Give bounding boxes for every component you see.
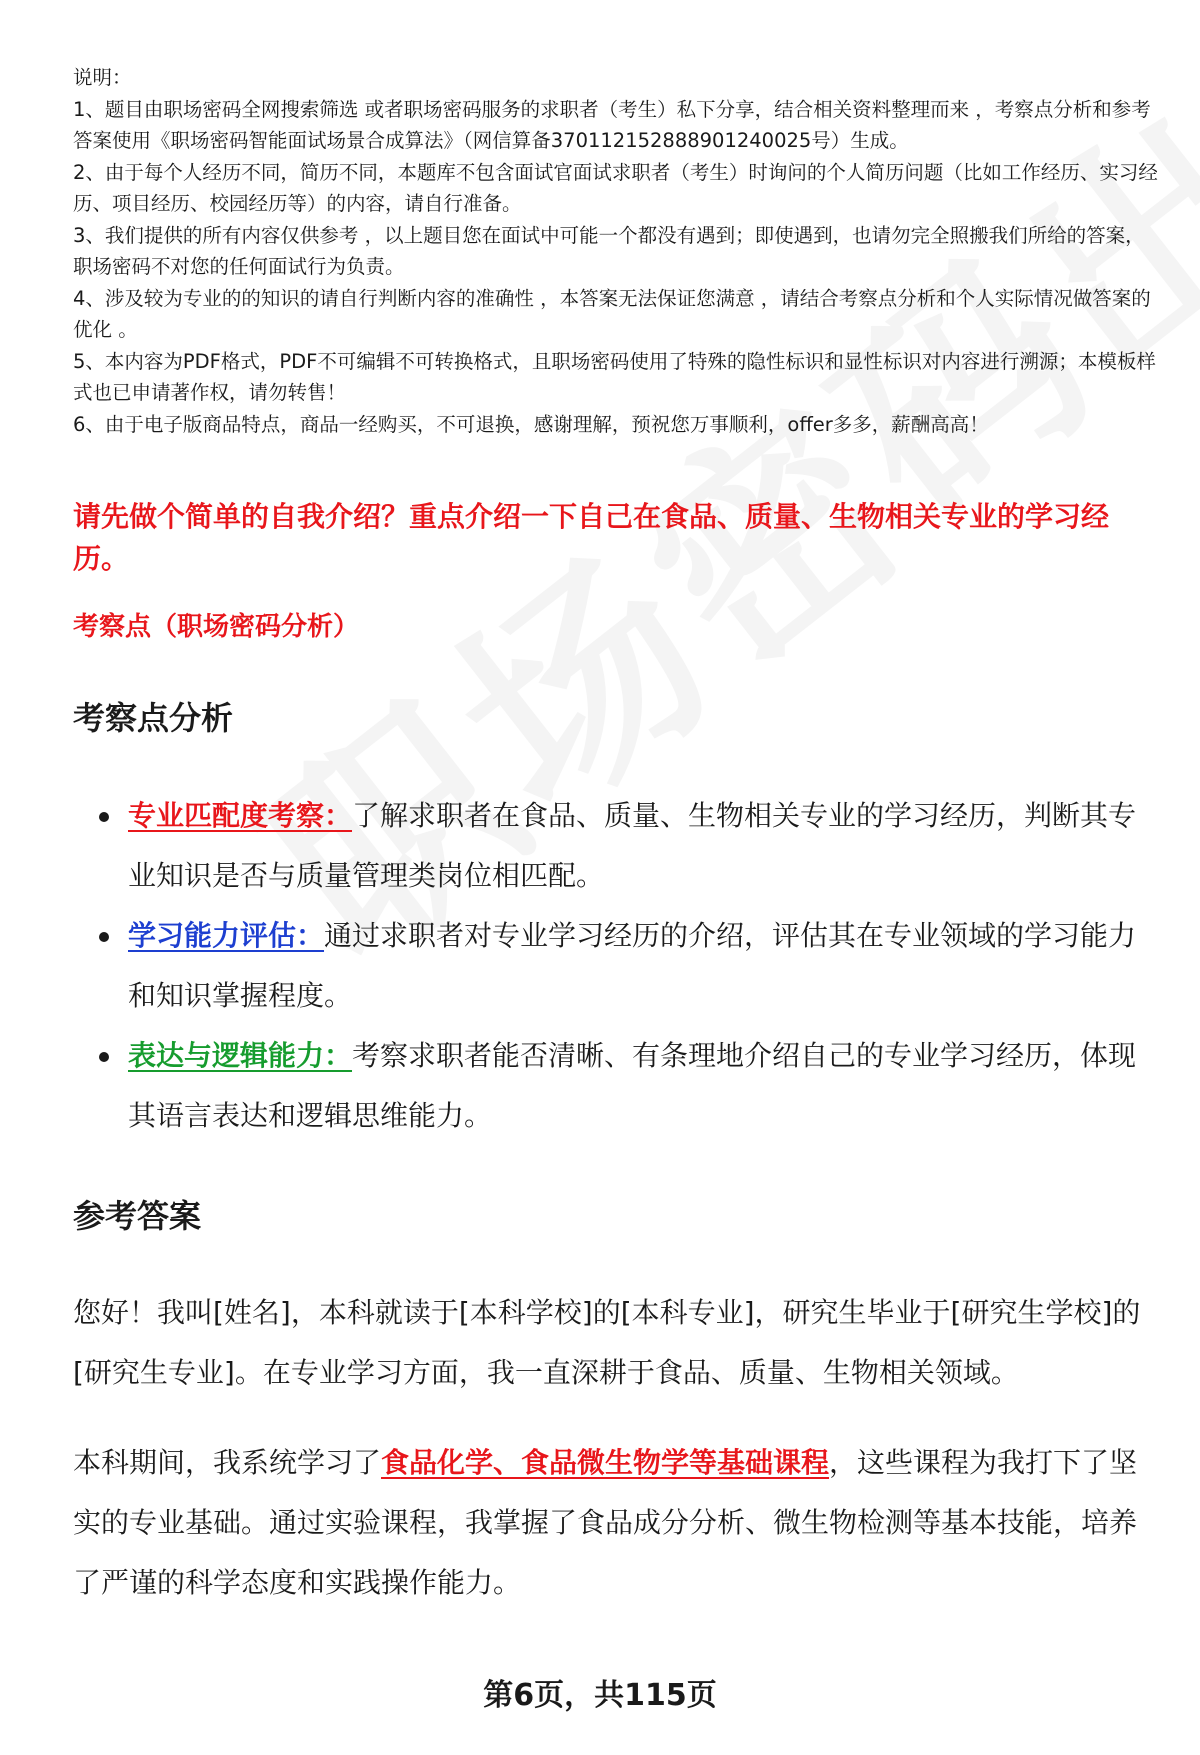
bullet-icon: [99, 812, 109, 822]
answer-text: ，这些课程为我打下了坚实的专业基础。通过实验课程，我掌握了食品成分分析、微生物检测等基本技能，培养了严谨的科学态度和实践操作能力。: [73, 1446, 1138, 1599]
disclaimer-notes: [73, 62, 1163, 440]
bullet-icon: [99, 1052, 109, 1062]
analysis-key: 学习能力评估：: [128, 919, 325, 952]
analysis-list: [73, 786, 1153, 1146]
notes-heading: 说明：: [73, 66, 132, 89]
answer-highlight: 食品化学、食品微生物学等基础课程: [381, 1446, 830, 1479]
analysis-heading: 考察点分析: [73, 699, 234, 737]
question-title: 请先做个简单的自我介绍？重点介绍一下自己在食品、质量、生物相关专业的学习经历。: [73, 500, 1110, 575]
note-item: 4、涉及较为专业的的知识的请自行判断内容的准确性 ，本答案无法保证您满意 ，请结合考察点分析和个人实际情况做答案的优化 。: [73, 286, 1151, 341]
answer-heading: 参考答案: [73, 1197, 202, 1235]
page-number: 第6页，共115页: [483, 1678, 717, 1713]
list-item: [73, 786, 1153, 906]
answer-text: 本科期间，我系统学习了: [73, 1446, 382, 1479]
note-item: 3、我们提供的所有内容仅供参考 ，以上题目您在面试中可能一个都没有遇到；即使遇到，也请勿完全照搬我们所给的答案，职场密码不对您的任何面试行为负责。: [73, 223, 1145, 278]
focus-label: 考察点（职场密码分析）: [73, 612, 360, 642]
note-item: 5、本内容为PDF格式，PDF不可编辑不可转换格式，且职场密码使用了特殊的隐性标识和显性标识对内容进行溯源；本模板样式也已申请著作权，请勿转售！: [73, 349, 1156, 404]
analysis-text: 考察求职者能否清晰、有条理地介绍自己的专业学习经历，体现其语言表达和逻辑思维能力。: [128, 1039, 1137, 1132]
answer-paragraph: 您好！我叫[姓名]，本科就读于[本科学校]的[本科专业]，研究生毕业于[研究生学校]的[研究生专业]。在专业学习方面，我一直深耕于食品、质量、生物相关领域。: [73, 1296, 1141, 1389]
list-item: [73, 906, 1153, 1026]
answer-body: [73, 1283, 1153, 1643]
note-item: 1、题目由职场密码全网搜索筛选 或者职场密码服务的求职者（考生）私下分享，结合相关资料整理而来 ，考察点分析和参考答案使用《职场密码智能面试场景合成算法》（网信算备370112152888901240025号）生成。: [73, 97, 1151, 152]
analysis-key: 表达与逻辑能力：: [128, 1039, 353, 1072]
answer-paragraph: [73, 1433, 1153, 1613]
list-item: [73, 1026, 1153, 1146]
note-item: 2、由于每个人经历不同，简历不同，本题库不包含面试官面试求职者（考生）时询问的个人简历问题（比如工作经历、实习经历、项目经历、校园经历等）的内容，请自行准备。: [73, 160, 1158, 215]
analysis-text: 通过求职者对专业学习经历的介绍，评估其在专业领域的学习能力和知识掌握程度。: [128, 919, 1137, 1012]
bullet-icon: [99, 932, 109, 942]
note-item: 6、由于电子版商品特点，商品一经购买，不可退换，感谢理解，预祝您万事顺利，offer多多，薪酬高高！: [73, 412, 989, 436]
analysis-key: 专业匹配度考察：: [128, 799, 353, 832]
analysis-text: 了解求职者在食品、质量、生物相关专业的学习经历，判断其专业知识是否与质量管理类岗位相匹配。: [128, 799, 1137, 892]
